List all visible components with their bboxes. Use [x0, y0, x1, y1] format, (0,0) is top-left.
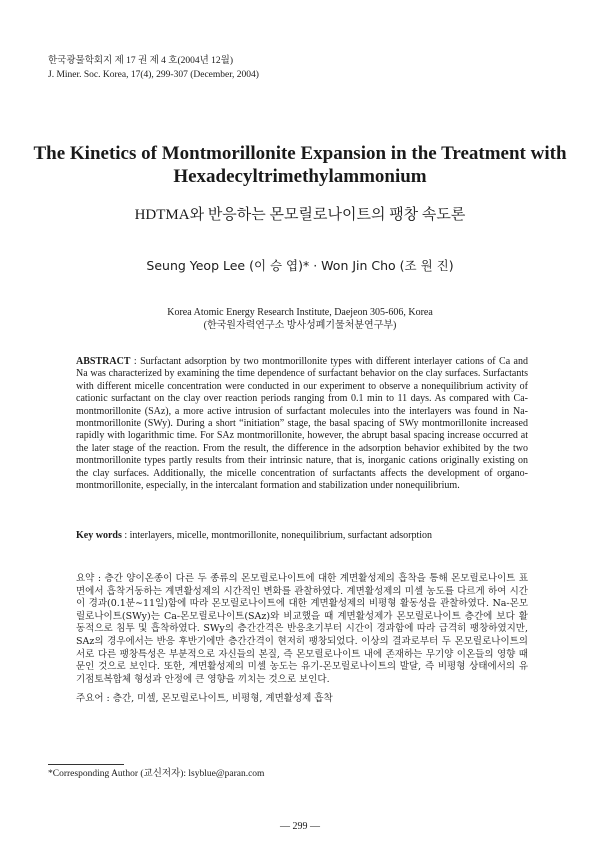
- authors: Seung Yeop Lee (이 승 엽)* · Won Jin Cho (조 원 진): [146, 258, 454, 273]
- page-number: — 299 —: [280, 821, 320, 832]
- paper-title-line2: Hexadecyltrimethylammonium: [173, 166, 427, 187]
- abstract: [76, 356, 528, 492]
- korean-summary: 요약 : 층간 양이온종이 다른 두 종류의 몬모릴로나이트에 대한 계면활성제의 흡착을 통해 몬모릴로나이트 표면에서 흡착거동하는 계면활성제의 시간적인 변화를 관찰하였다. 계면활성제의 미셀 농도를 다르게 하여 시간이 경과(0.1분∼11일)함에 따라 몬모릴로나이트에 대한 계면활성제의 비평형 활동성을 관찰하였다. Na-몬모릴로나이트(SWy)는 Ca-몬모릴로나이트(SAz)와 비교했을 때 계면활성제가 몬모릴로나이트 층간에 보다 활동적으로 침투 및 흡착하였다. SWy의 층간간격은 반응초기부터 시간이 경과함에 따라 급격히 팽창하였지만, SAz의 경우에서는 반응 후반기에만 층간간격이 현저히 팽창되었다. 이상의 결과로부터 두 몬모릴로나이트의 서로 다른 팽창특성은 부분적으로 자신들의 본질, 즉 몬모릴로나이트 내에 존재하는 무기양 이온들의 영향 때문인 것으로 보인다. 또한, 계면활성제의 미셀 농도는 유기-몬모릴로나이트의 발달, 즉 비평형 상태에서의 유기점토복합체 형성과 안정에 큰 영향을 끼치는 것으로 보인다.: [76, 573, 528, 685]
- affiliation-korean: (한국원자력연구소 방사성폐기물처분연구부): [203, 320, 397, 331]
- abstract-text: : Surfactant adsorption by two montmorillonite types with different interlayer cations of Ca and Na was characterized by examining the time dependence of surfactant behavior on the clay surfaces. Surfactants with different micelle concentration were conducted in our experiment to observe a nonequilibrium activity of cationic surfactant on the clay over reaction periods ranging from 0.1 min to 11 days. As compared with Ca-montmorillonite (SAz), a more active intrusion of surfactant molecules into the interlayers was found in Na-montmorillonite (SWy). During a short “initiation” stage, the basal spacing of SWy montmorillonite increased rapidly with logarithmic time. For SAz montmorillonite, however, the abrupt basal spacing increase occurred at the later stage of the reaction. From the result, the difference in the adsorption behavior exhibited by the two montmorillonite types partly results from their intrinsic nature, that is, inorganic cations originally existing on the clay surfaces. Additionally, the micelle concentration of surfactants affects the development of organo-montmorillonite, especially, in the intercalant formation and stabilization under nonequilibrium.: [76, 356, 528, 492]
- korean-title: HDTMA와 반응하는 몬모릴로나이트의 팽창 속도론: [134, 207, 466, 223]
- footnote-rule: [48, 764, 124, 765]
- keywords-text: : interlayers, micelle, montmorillonite, nonequilibrium, surfactant adsorption: [124, 530, 433, 541]
- journal-citation-english: J. Miner. Soc. Korea, 17(4), 299-307 (December, 2004): [48, 70, 259, 80]
- journal-citation-korean: 한국광물학회지 제 17 권 제 4 호(2004년 12월): [48, 56, 234, 66]
- paper-title-line1: The Kinetics of Montmorillonite Expansion in the Treatment with: [33, 143, 567, 164]
- korean-keywords: 주요어 : 층간, 미셀, 몬모릴로나이트, 비평형, 계면활성제 흡착: [76, 693, 333, 704]
- abstract-label: ABSTRACT: [76, 356, 131, 367]
- footnote: *Corresponding Author (교신저자): lsyblue@paran.com: [48, 769, 265, 779]
- affiliation-english: Korea Atomic Energy Research Institute, Daejeon 305-606, Korea: [167, 307, 433, 318]
- keywords-label: Key words: [76, 530, 122, 541]
- journal-citation: [48, 54, 259, 82]
- paper-title: [30, 142, 570, 188]
- affiliation: [30, 306, 570, 332]
- keywords: [76, 530, 528, 543]
